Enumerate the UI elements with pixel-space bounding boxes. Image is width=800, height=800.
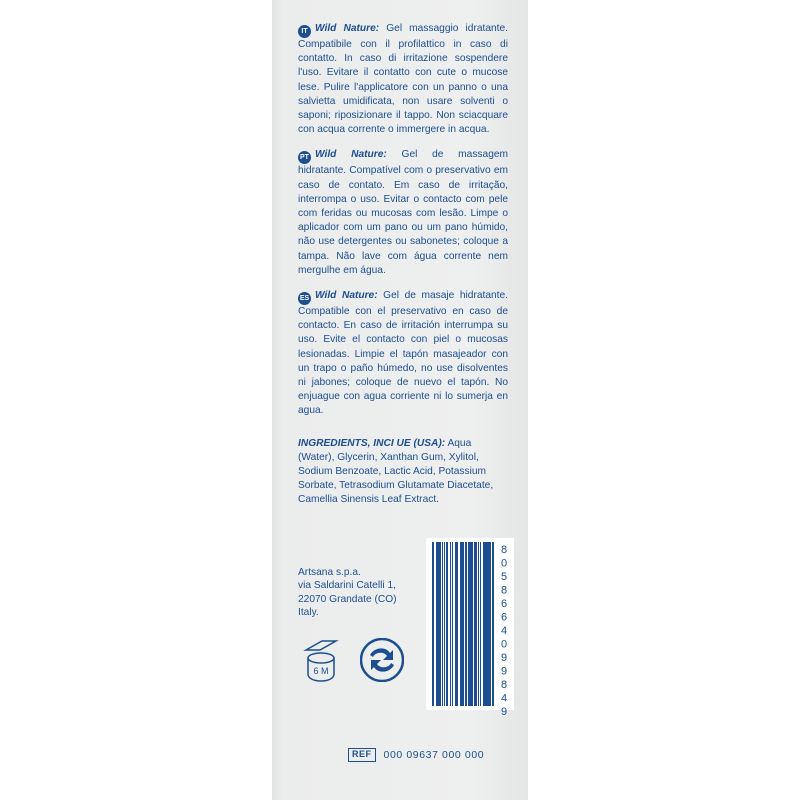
- instructions-text-it: Gel massaggio idratante. Compatibile con il profilattico in caso di contatto. In caso di irritazione sospendere l'uso. Evitare il contatto con cute o mucose lese. Pulire l'applicatore con un panno o una salvietta umidificata, non usare solventi o saponi; riposizionare il tappo. Non sciacquare con acqua corrente o immergere in acqua.: [298, 23, 508, 136]
- instructions-text-pt: Gel de massagem hidratante. Compatível com o preservativo em caso de contato. Em caso de irritação, interrompa o uso. Evitar o contacto com pele com feridas ou mucosas com lesão. Limpe o aplicador com um pano ou um pano húmido, não use detergentes ou sabonetes; coloque a tampa. Não lave com água corrente nem mergulhe em água.: [298, 149, 509, 276]
- ref-badge: REF: [348, 748, 376, 762]
- reference-line: [348, 748, 484, 762]
- language-block-it: [298, 22, 508, 137]
- pao-label: 6 M: [313, 666, 329, 676]
- green-dot-recycle-icon: [360, 638, 404, 687]
- language-badge-es: ES: [298, 292, 311, 305]
- brand-name-it: Wild Nature:: [315, 23, 380, 34]
- barcode: [426, 538, 514, 720]
- language-badge-pt: PT: [298, 151, 311, 164]
- ref-code: 000 09637 000 000: [383, 749, 485, 761]
- language-block-es: [298, 289, 508, 419]
- manufacturer-street: via Saldarini Catelli 1,: [298, 580, 396, 592]
- ingredients-section: [298, 437, 508, 508]
- barcode-number: 8058664099849: [498, 544, 510, 720]
- instructions-text-es: Gel de masaje hidratante. Compatible con el preservativo en caso de contacto. En caso de irritación interrumpa su uso. Evite el contacto con piel o mucosas lesionadas. Limpie el tapón masajeador con un trapo o paño húmedo, no use disolventes ni jabones; coloque de nuevo el tapón. No enjuague con agua corriente ni lo sumerja en agua.: [298, 290, 508, 417]
- label-text-content: [298, 22, 508, 508]
- brand-name-es: Wild Nature:: [315, 290, 378, 302]
- ingredients-list: Aqua (Water), Glycerin, Xanthan Gum, Xylitol, Sodium Benzoate, Lactic Acid, Potassium Sorbate, Tetrasodium Glutamate Diacetate, Camellia Sinensis Leaf Extract.: [298, 437, 494, 506]
- manufacturer-city: 22070 Grandate (CO): [298, 593, 397, 605]
- manufacturer-address: [298, 566, 410, 620]
- language-block-pt: [298, 148, 508, 278]
- brand-name-pt: Wild Nature:: [315, 149, 387, 161]
- symbol-group: [302, 638, 412, 688]
- ingredients-heading: INGREDIENTS, INCI UE (USA):: [298, 437, 446, 449]
- period-after-opening-icon: [302, 638, 350, 689]
- manufacturer-company: Artsana s.p.a.: [298, 567, 361, 578]
- barcode-bars: [432, 542, 494, 706]
- language-badge-it: IT: [298, 25, 311, 38]
- manufacturer-country: Italy.: [298, 607, 319, 619]
